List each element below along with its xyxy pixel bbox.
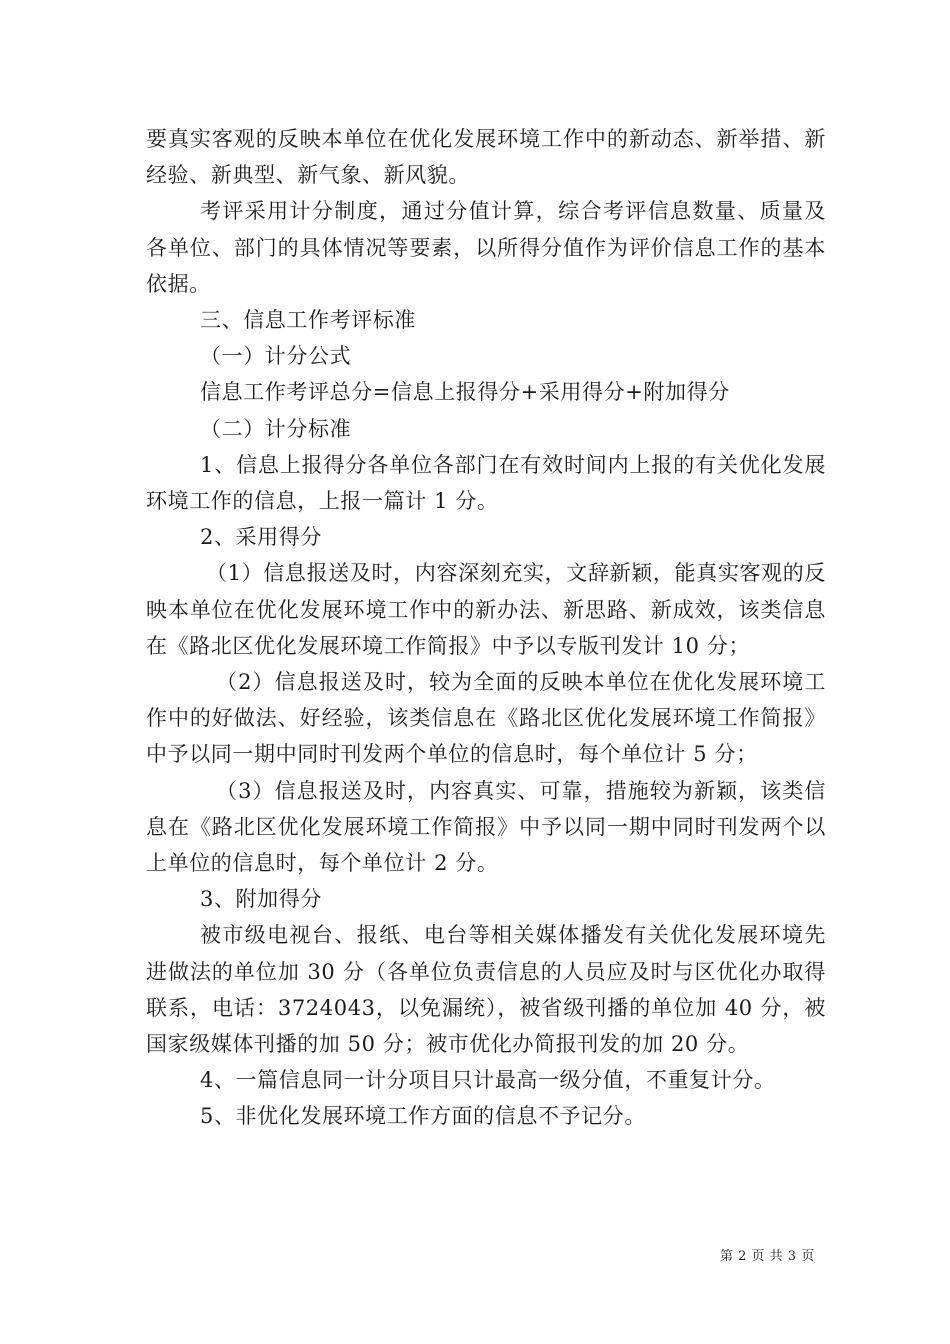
document-body (146, 121, 826, 1135)
paragraph-item-4: 4、一篇信息同一计分项目只计最高一级分值，不重复计分。 (200, 1068, 776, 1093)
subsection-heading-criteria: （二）计分标准 (200, 416, 352, 441)
section-heading-standards: 三、信息工作考评标准 (200, 308, 416, 333)
paragraph-item-1-submission: 1、信息上报得分各单位各部门在有效时间内上报的有关优化发展环境工作的信息，上报一篇计 1 分。 (146, 452, 826, 514)
paragraph-scoring-method: 考评采用计分制度，通过分值计算，综合考评信息数量、质量及各单位、部门的具体情况等要素，以所得分值作为评价信息工作的基本依据。 (146, 199, 826, 296)
paragraph-intro-continuation: 要真实客观的反映本单位在优化发展环境工作中的新动态、新举措、新经验、新典型、新气象、新风貌。 (146, 127, 826, 188)
paragraph-item-5: 5、非优化发展环境工作方面的信息不予记分。 (200, 1104, 646, 1129)
subsection-heading-formula: （一）计分公式 (200, 344, 352, 369)
page-number-footer: 第 2 页 共 3 页 (720, 1249, 815, 1264)
paragraph-item-3-heading: 3、附加得分 (200, 887, 322, 912)
paragraph-item-2-sub-2: （2）信息报送及时，较为全面的反映本单位在优化发展环境工作中的好做法、好经验，该类信息在《路北区优化发展环境工作简报》中予以同一期中同时刊发两个单位的信息时，每个单位计 5 分； (146, 670, 826, 767)
paragraph-item-3-body: 被市级电视台、报纸、电台等相关媒体播发有关优化发展环境先进做法的单位加 30 分（各单位负责信息的人员应及时与区优化办取得联系，电话：3724043，以免漏统），被省级刊播的单位加 40 分，被国家级媒体刊播的加 50 分；被市优化办简报刊发的加 20 分。 (146, 923, 826, 1057)
paragraph-item-2-sub-3: （3）信息报送及时，内容真实、可靠，措施较为新颖，该类信息在《路北区优化发展环境工作简报》中予以同一期中同时刊发两个以上单位的信息时，每个单位计 2 分。 (146, 778, 826, 876)
paragraph-item-2-heading: 2、采用得分 (200, 525, 322, 550)
paragraph-formula: 信息工作考评总分=信息上报得分+采用得分+附加得分 (200, 380, 730, 405)
paragraph-item-2-sub-1: （1）信息报送及时，内容深刻充实，文辞新颖，能真实客观的反映本单位在优化发展环境工作中的新办法、新思路、新成效，该类信息在《路北区优化发展环境工作简报》中予以专版刊发计 10 分； (146, 561, 826, 658)
